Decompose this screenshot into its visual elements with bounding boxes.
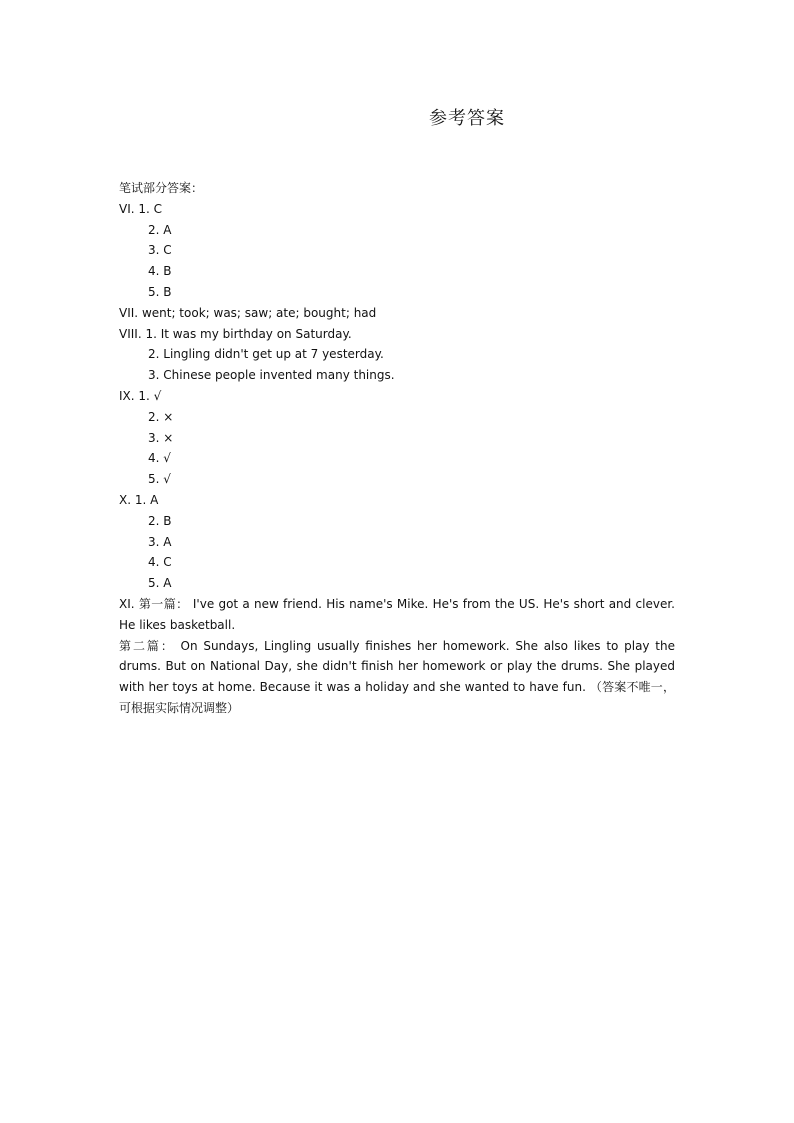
section-vi-item-3: 3. C [148, 243, 172, 258]
answer-text: 1. It was my birthday on Saturday. [145, 326, 352, 341]
section-ix-item-4: 4. √ [148, 451, 171, 466]
section-vii [119, 303, 675, 324]
section-x-item-1 [119, 490, 675, 511]
passage-2-text: On Sundays, Lingling usually finishes her homework. She also likes to play the drums. But on National Day, she didn't finish her homework or play the drums. She played with her toys at home. Because it was a holiday and she wanted to have fun. [119, 638, 675, 695]
passage-1-text: I've got a new friend. His name's Mike. He's from the US. He's short and clever. He likes basketball. [119, 596, 675, 632]
answer-text: 1. C [138, 201, 163, 216]
section-vi-label: VI. [119, 201, 135, 216]
section-vi-item-1 [119, 199, 675, 220]
section-viii-label: VIII. [119, 326, 142, 341]
section-viii-item-2: 2. Lingling didn't get up at 7 yesterday. [148, 347, 384, 362]
passage-1-label: 第一篇： [138, 596, 189, 611]
section-x-item-5: 5. A [148, 576, 172, 591]
section-vi-item-5: 5. B [148, 284, 172, 299]
passage-2-label: 第二篇： [119, 638, 175, 653]
section-xi-label: XI. [119, 596, 135, 611]
section-vi-item-2: 2. A [148, 222, 172, 237]
section-xi-passage-1 [119, 594, 675, 636]
section-vi-item-4: 4. B [148, 264, 172, 279]
section-viii-item-1 [119, 324, 675, 345]
section-ix-item-3: 3. × [148, 430, 174, 445]
section-x-item-2: 2. B [148, 513, 172, 528]
answer-text: went; took; was; saw; ate; bought; had [141, 305, 377, 320]
section-ix-item-2: 2. × [148, 409, 174, 424]
section-ix-label: IX. [119, 388, 135, 403]
section-x-item-4: 4. C [148, 555, 172, 570]
section-ix-item-5: 5. √ [148, 472, 171, 487]
answer-note: （答案不唯一，可根据实际情况调整） [119, 680, 675, 715]
answer-text: 1. A [134, 492, 159, 507]
section-viii-item-3: 3. Chinese people invented many things. [148, 368, 395, 383]
section-x-item-3: 3. A [148, 534, 172, 549]
answer-content [119, 178, 675, 719]
section-xi-passage-2 [119, 636, 675, 719]
answer-text: 1. √ [138, 388, 162, 403]
section-vii-label: VII. [119, 305, 139, 320]
section-x-label: X. [119, 492, 132, 507]
page-title: 参考答案 [429, 108, 505, 129]
section-ix-item-1 [119, 386, 675, 407]
answer-heading: 笔试部分答案： [119, 181, 204, 195]
